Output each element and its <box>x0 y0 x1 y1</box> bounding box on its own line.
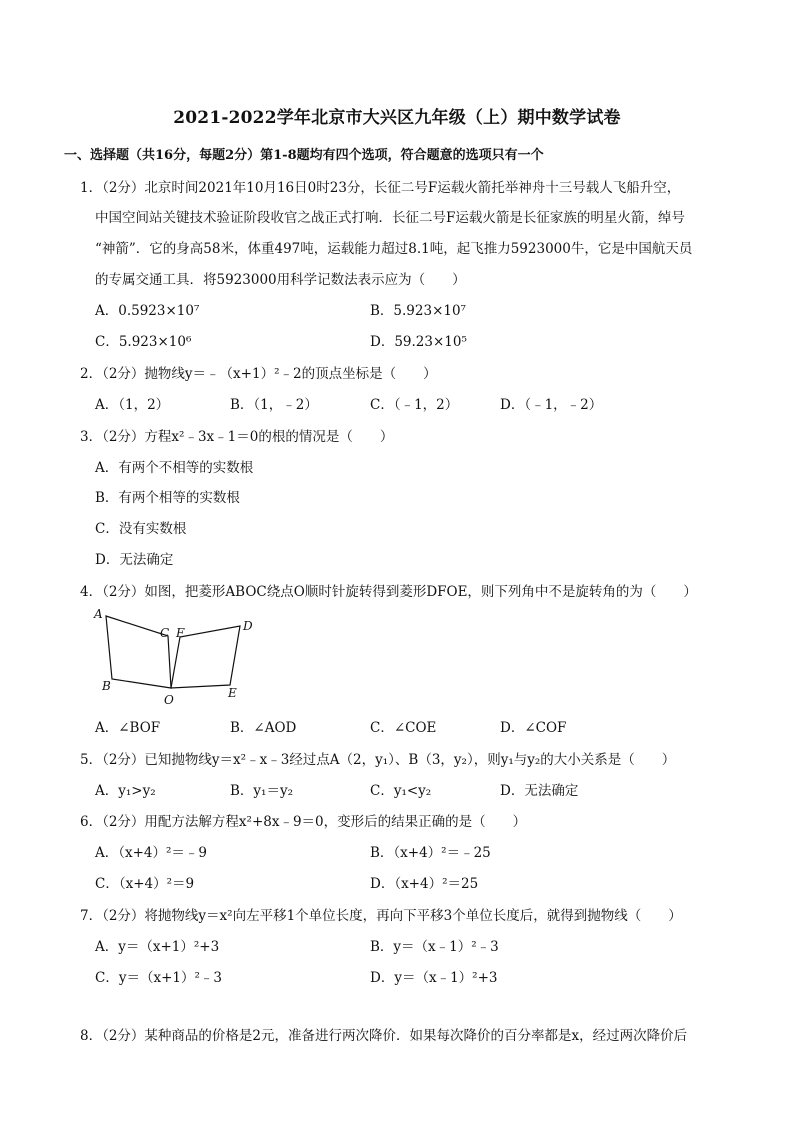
label-d: D <box>243 619 253 633</box>
q1-option-c[interactable]: C．5.923×10⁶ <box>95 334 192 350</box>
q3-stem: 3．（2分）方程x²﹣3x﹣1＝0的根的情况是（ ） <box>80 429 394 445</box>
label-e: E <box>228 686 237 700</box>
q2-option-c[interactable]: C．（﹣1，2） <box>370 397 459 413</box>
q6-option-c[interactable]: C．（x+4）²＝9 <box>95 876 195 892</box>
q2-option-d[interactable]: D．（﹣1，﹣2） <box>500 397 603 413</box>
q2-option-a[interactable]: A．（1，2） <box>95 397 170 413</box>
q1-option-b[interactable]: B．5.923×10⁷ <box>370 303 466 319</box>
label-b: B <box>102 679 111 693</box>
q7-option-d[interactable]: D．y＝（x﹣1）²+3 <box>370 970 498 986</box>
q1-line1: 1．（2分）北京时间2021年10月16日0时23分，长征二号F运载火箭托举神舟十三号载人飞船升空， <box>80 180 681 196</box>
q7-option-b[interactable]: B．y＝（x﹣1）²﹣3 <box>370 939 499 955</box>
page-title: 2021-2022学年北京市大兴区九年级（上）期中数学试卷 <box>173 108 621 128</box>
section-heading: 一、选择题（共16分，每题2分）第1-8题均有四个选项，符合题意的选项只有一个 <box>64 148 544 163</box>
q5-option-a[interactable]: A．y₁>y₂ <box>95 783 156 799</box>
q1-line4: 的专属交通工具．将5923000用科学记数法表示应为（ ） <box>95 272 466 288</box>
q7-option-a[interactable]: A．y＝（x+1）²+3 <box>95 939 220 955</box>
q5-option-d[interactable]: D．无法确定 <box>500 783 579 799</box>
q4-option-d[interactable]: D．∠COF <box>500 720 567 736</box>
q5-option-c[interactable]: C．y₁<y₂ <box>370 783 432 799</box>
q6-option-b[interactable]: B．（x+4）²＝﹣25 <box>370 845 491 861</box>
q6-stem: 6．（2分）用配方法解方程x²+8x﹣9＝0，变形后的结果正确的是（ ） <box>80 814 527 830</box>
q4-stem: 4．（2分）如图，把菱形ABOC绕点O顺时针旋转得到菱形DFOE，则下列角中不是旋转角的为（ ） <box>80 584 697 600</box>
q2-option-b[interactable]: B．（1，﹣2） <box>230 397 318 413</box>
q2-stem: 2．（2分）抛物线y＝﹣（x+1）²﹣2的顶点坐标是（ ） <box>80 366 437 382</box>
q3-option-b[interactable]: B．有两个相等的实数根 <box>95 490 240 506</box>
q6-option-a[interactable]: A．（x+4）²＝﹣9 <box>95 845 208 861</box>
q1-option-a[interactable]: A．0.5923×10⁷ <box>95 303 200 319</box>
q7-stem: 7．（2分）将抛物线y＝x²向左平移1个单位长度，再向下平移3个单位长度后，就得到抛物线（ ） <box>80 908 682 924</box>
q6-option-d[interactable]: D．（x+4）²＝25 <box>370 876 479 892</box>
q4-option-c[interactable]: C．∠COE <box>370 720 437 736</box>
q3-option-d[interactable]: D．无法确定 <box>95 552 174 568</box>
q1-option-d[interactable]: D．59.23×10⁵ <box>370 334 467 350</box>
q8-stem: 8．（2分）某种商品的价格是2元，准备进行两次降价．如果每次降价的百分率都是x，经过两次降价后 <box>80 1028 688 1044</box>
q1-line3: “神箭”．它的身高58米，体重497吨，运载能力超过8.1吨，起飞推力5923000牛，它是中国航天员 <box>95 241 693 257</box>
q4-option-b[interactable]: B．∠AOD <box>230 720 297 736</box>
q3-option-c[interactable]: C．没有实数根 <box>95 521 187 537</box>
label-o: O <box>164 693 174 707</box>
label-c: C <box>160 626 170 640</box>
q1-line2: 中国空间站关键技术验证阶段收官之战正式打响．长征二号F运载火箭是长征家族的明星火箭，绰号 <box>95 210 685 226</box>
label-a: A <box>94 607 103 621</box>
q7-option-c[interactable]: C．y＝（x+1）²﹣3 <box>95 970 222 986</box>
rhombus-rotation-figure <box>85 600 270 710</box>
q4-option-a[interactable]: A．∠BOF <box>95 720 161 736</box>
q5-stem: 5．（2分）已知抛物线y＝x²﹣x﹣3经过点A（2，y₁）、B（3，y₂），则y₁与y₂的大小关系是（ ） <box>80 752 676 768</box>
q3-option-a[interactable]: A．有两个不相等的实数根 <box>95 460 254 476</box>
q5-option-b[interactable]: B．y₁＝y₂ <box>230 783 293 799</box>
label-f: F <box>176 626 185 640</box>
